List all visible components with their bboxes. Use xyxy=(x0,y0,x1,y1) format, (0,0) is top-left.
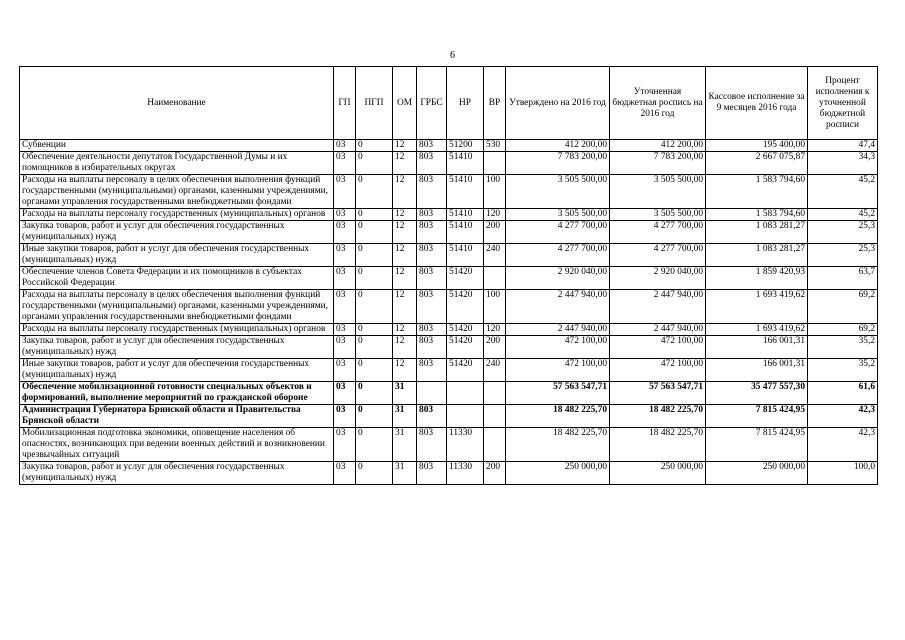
cell-approved: 3 505 500,00 xyxy=(506,209,610,221)
header-pgp: ПГП xyxy=(356,67,393,140)
table-row xyxy=(20,428,878,462)
cell-percent: 47,4 xyxy=(808,140,878,152)
cell-revised: 18 482 225,70 xyxy=(610,428,706,462)
cell-nr: 51200 xyxy=(447,140,484,152)
cell-name: Иные закупки товаров, работ и услуг для обеспечения государственных (муниципальных) нужд xyxy=(20,244,334,267)
cell-pgp: 0 xyxy=(356,244,393,267)
cell-cash: 1 693 419,62 xyxy=(706,290,808,324)
cell-vr xyxy=(484,267,506,290)
cell-name: Расходы на выплаты персоналу в целях обеспечения выполнения функций государственными (муниципальными) органами, казенными учреждениями, органами управления государственными внебюджетными фондами xyxy=(20,175,334,209)
cell-gp: 03 xyxy=(334,324,356,336)
cell-approved: 57 563 547,71 xyxy=(506,382,610,405)
cell-pgp: 0 xyxy=(356,152,393,175)
cell-grbs: 803 xyxy=(417,152,447,175)
cell-om: 12 xyxy=(393,267,417,290)
cell-gp: 03 xyxy=(334,382,356,405)
cell-grbs: 803 xyxy=(417,428,447,462)
cell-gp: 03 xyxy=(334,175,356,209)
cell-vr: 200 xyxy=(484,221,506,244)
table-body xyxy=(20,140,878,485)
cell-vr: 200 xyxy=(484,462,506,485)
cell-percent: 69,2 xyxy=(808,324,878,336)
cell-revised: 472 100,00 xyxy=(610,359,706,382)
cell-pgp: 0 xyxy=(356,428,393,462)
cell-pgp: 0 xyxy=(356,462,393,485)
cell-nr xyxy=(447,382,484,405)
cell-pgp: 0 xyxy=(356,336,393,359)
cell-grbs xyxy=(417,382,447,405)
cell-revised: 7 783 200,00 xyxy=(610,152,706,175)
cell-revised: 18 482 225,70 xyxy=(610,405,706,428)
cell-approved: 2 447 940,00 xyxy=(506,290,610,324)
cell-nr: 11330 xyxy=(447,428,484,462)
cell-approved: 3 505 500,00 xyxy=(506,175,610,209)
cell-om: 12 xyxy=(393,175,417,209)
cell-om: 12 xyxy=(393,290,417,324)
table-row xyxy=(20,462,878,485)
cell-percent: 42,3 xyxy=(808,428,878,462)
header-percent: Процент исполнения к уточненной бюджетной росписи xyxy=(808,67,878,140)
cell-percent: 34,3 xyxy=(808,152,878,175)
cell-percent: 42,3 xyxy=(808,405,878,428)
cell-revised: 250 000,00 xyxy=(610,462,706,485)
table-row xyxy=(20,175,878,209)
table-row xyxy=(20,290,878,324)
cell-percent: 61,6 xyxy=(808,382,878,405)
cell-revised: 3 505 500,00 xyxy=(610,175,706,209)
cell-percent: 69,2 xyxy=(808,290,878,324)
cell-cash: 1 859 420,93 xyxy=(706,267,808,290)
cell-name: Мобилизационная подготовка экономики, оповещение населения об опасностях, возникающих при ведении военных действий и возникновении чрезвычайных ситуаций xyxy=(20,428,334,462)
cell-om: 12 xyxy=(393,244,417,267)
header-vr: ВР xyxy=(484,67,506,140)
cell-approved: 18 482 225,70 xyxy=(506,405,610,428)
cell-cash: 35 477 557,30 xyxy=(706,382,808,405)
cell-revised: 3 505 500,00 xyxy=(610,209,706,221)
cell-percent: 35,2 xyxy=(808,359,878,382)
cell-cash: 195 400,00 xyxy=(706,140,808,152)
cell-name: Расходы на выплаты персоналу государственных (муниципальных) органов xyxy=(20,324,334,336)
cell-pgp: 0 xyxy=(356,175,393,209)
cell-om: 12 xyxy=(393,359,417,382)
cell-percent: 25,3 xyxy=(808,221,878,244)
cell-name: Обеспечение деятельности депутатов Государственной Думы и их помощников в избирательных округах xyxy=(20,152,334,175)
cell-grbs: 803 xyxy=(417,267,447,290)
cell-approved: 18 482 225,70 xyxy=(506,428,610,462)
cell-nr xyxy=(447,405,484,428)
cell-name: Иные закупки товаров, работ и услуг для обеспечения государственных (муниципальных) нужд xyxy=(20,359,334,382)
cell-vr: 240 xyxy=(484,244,506,267)
cell-nr: 51410 xyxy=(447,209,484,221)
cell-pgp: 0 xyxy=(356,209,393,221)
cell-nr: 51410 xyxy=(447,152,484,175)
cell-nr: 51420 xyxy=(447,267,484,290)
cell-gp: 03 xyxy=(334,462,356,485)
cell-gp: 03 xyxy=(334,336,356,359)
cell-om: 12 xyxy=(393,152,417,175)
cell-grbs: 803 xyxy=(417,244,447,267)
cell-name: Закупка товаров, работ и услуг для обеспечения государственных (муниципальных) нужд xyxy=(20,336,334,359)
header-name: Наименование xyxy=(20,67,334,140)
table-row xyxy=(20,324,878,336)
header-cash: Кассовое исполнение за 9 месяцев 2016 года xyxy=(706,67,808,140)
cell-name: Администрация Губернатора Брянской области и Правительства Брянской области xyxy=(20,405,334,428)
cell-revised: 4 277 700,00 xyxy=(610,244,706,267)
cell-cash: 166 001,31 xyxy=(706,359,808,382)
cell-pgp: 0 xyxy=(356,359,393,382)
page-number: 6 xyxy=(450,50,455,61)
cell-gp: 03 xyxy=(334,221,356,244)
table-row xyxy=(20,336,878,359)
cell-revised: 2 920 040,00 xyxy=(610,267,706,290)
cell-approved: 472 100,00 xyxy=(506,336,610,359)
cell-revised: 472 100,00 xyxy=(610,336,706,359)
cell-name: Расходы на выплаты персоналу в целях обеспечения выполнения функций государственными (муниципальными) органами, казенными учреждениями, органами управления государственными внебюджетными фондами xyxy=(20,290,334,324)
cell-gp: 03 xyxy=(334,209,356,221)
header-grbs: ГРБС xyxy=(417,67,447,140)
cell-om: 12 xyxy=(393,336,417,359)
cell-cash: 1 083 281,27 xyxy=(706,221,808,244)
table-row xyxy=(20,152,878,175)
cell-revised: 57 563 547,71 xyxy=(610,382,706,405)
cell-revised: 2 447 940,00 xyxy=(610,290,706,324)
header-nr: НР xyxy=(447,67,484,140)
cell-name: Закупка товаров, работ и услуг для обеспечения государственных (муниципальных) нужд xyxy=(20,462,334,485)
cell-grbs: 803 xyxy=(417,209,447,221)
cell-name: Закупка товаров, работ и услуг для обеспечения государственных (муниципальных) нужд xyxy=(20,221,334,244)
cell-nr: 51410 xyxy=(447,175,484,209)
cell-vr: 100 xyxy=(484,290,506,324)
cell-gp: 03 xyxy=(334,405,356,428)
table-row xyxy=(20,405,878,428)
cell-approved: 412 200,00 xyxy=(506,140,610,152)
cell-name: Обеспечение членов Совета Федерации и их помощников в субъектах Российской Федерации xyxy=(20,267,334,290)
cell-om: 31 xyxy=(393,428,417,462)
cell-vr xyxy=(484,382,506,405)
cell-gp: 03 xyxy=(334,152,356,175)
cell-nr: 51420 xyxy=(447,359,484,382)
cell-percent: 25,3 xyxy=(808,244,878,267)
cell-om: 31 xyxy=(393,405,417,428)
cell-vr: 200 xyxy=(484,336,506,359)
cell-gp: 03 xyxy=(334,267,356,290)
cell-approved: 250 000,00 xyxy=(506,462,610,485)
cell-nr: 51410 xyxy=(447,221,484,244)
cell-vr: 100 xyxy=(484,175,506,209)
cell-revised: 2 447 940,00 xyxy=(610,324,706,336)
cell-nr: 51420 xyxy=(447,290,484,324)
header-approved: Утверждено на 2016 год xyxy=(506,67,610,140)
cell-nr: 51410 xyxy=(447,244,484,267)
cell-revised: 4 277 700,00 xyxy=(610,221,706,244)
cell-pgp: 0 xyxy=(356,324,393,336)
header-om: ОМ xyxy=(393,67,417,140)
cell-name: Субвенции xyxy=(20,140,334,152)
cell-vr: 120 xyxy=(484,324,506,336)
cell-revised: 412 200,00 xyxy=(610,140,706,152)
cell-grbs: 803 xyxy=(417,221,447,244)
cell-vr xyxy=(484,428,506,462)
cell-nr: 51420 xyxy=(447,324,484,336)
cell-grbs: 803 xyxy=(417,140,447,152)
cell-cash: 1 693 419,62 xyxy=(706,324,808,336)
cell-nr: 51420 xyxy=(447,336,484,359)
table-row xyxy=(20,244,878,267)
cell-gp: 03 xyxy=(334,140,356,152)
cell-cash: 1 583 794,60 xyxy=(706,175,808,209)
table-row xyxy=(20,209,878,221)
cell-vr xyxy=(484,152,506,175)
cell-approved: 4 277 700,00 xyxy=(506,244,610,267)
cell-cash: 7 815 424,95 xyxy=(706,428,808,462)
cell-cash: 7 815 424,95 xyxy=(706,405,808,428)
cell-vr: 120 xyxy=(484,209,506,221)
cell-vr: 530 xyxy=(484,140,506,152)
header-revised: Уточненная бюджетная роспись на 2016 год xyxy=(610,67,706,140)
cell-grbs: 803 xyxy=(417,290,447,324)
cell-pgp: 0 xyxy=(356,382,393,405)
cell-cash: 166 001,31 xyxy=(706,336,808,359)
cell-om: 31 xyxy=(393,382,417,405)
cell-cash: 1 583 794,60 xyxy=(706,209,808,221)
cell-approved: 4 277 700,00 xyxy=(506,221,610,244)
cell-pgp: 0 xyxy=(356,221,393,244)
cell-approved: 472 100,00 xyxy=(506,359,610,382)
cell-percent: 63,7 xyxy=(808,267,878,290)
cell-grbs: 803 xyxy=(417,405,447,428)
cell-vr: 240 xyxy=(484,359,506,382)
cell-om: 12 xyxy=(393,140,417,152)
cell-percent: 100,0 xyxy=(808,462,878,485)
cell-gp: 03 xyxy=(334,244,356,267)
table-row xyxy=(20,140,878,152)
cell-pgp: 0 xyxy=(356,405,393,428)
cell-vr xyxy=(484,405,506,428)
cell-cash: 1 083 281,27 xyxy=(706,244,808,267)
cell-percent: 45,2 xyxy=(808,209,878,221)
cell-grbs: 803 xyxy=(417,336,447,359)
cell-gp: 03 xyxy=(334,428,356,462)
header-gp: ГП xyxy=(334,67,356,140)
cell-om: 12 xyxy=(393,209,417,221)
cell-approved: 2 920 040,00 xyxy=(506,267,610,290)
cell-grbs: 803 xyxy=(417,324,447,336)
cell-grbs: 803 xyxy=(417,462,447,485)
cell-gp: 03 xyxy=(334,290,356,324)
cell-approved: 2 447 940,00 xyxy=(506,324,610,336)
cell-grbs: 803 xyxy=(417,359,447,382)
cell-cash: 2 667 075,87 xyxy=(706,152,808,175)
cell-percent: 35,2 xyxy=(808,336,878,359)
cell-nr: 11330 xyxy=(447,462,484,485)
cell-name: Расходы на выплаты персоналу государственных (муниципальных) органов xyxy=(20,209,334,221)
cell-om: 31 xyxy=(393,462,417,485)
cell-cash: 250 000,00 xyxy=(706,462,808,485)
cell-pgp: 0 xyxy=(356,267,393,290)
table-row xyxy=(20,267,878,290)
cell-name: Обеспечение мобилизационной готовности специальных объектов и формирований, выполнение мероприятий по гражданской обороне xyxy=(20,382,334,405)
budget-table xyxy=(19,66,878,485)
cell-approved: 7 783 200,00 xyxy=(506,152,610,175)
cell-gp: 03 xyxy=(334,359,356,382)
cell-om: 12 xyxy=(393,221,417,244)
cell-pgp: 0 xyxy=(356,140,393,152)
cell-grbs: 803 xyxy=(417,175,447,209)
cell-om: 12 xyxy=(393,324,417,336)
cell-pgp: 0 xyxy=(356,290,393,324)
table-header-row xyxy=(20,67,878,140)
table-row xyxy=(20,221,878,244)
table-row xyxy=(20,359,878,382)
table-row xyxy=(20,382,878,405)
cell-percent: 45,2 xyxy=(808,175,878,209)
